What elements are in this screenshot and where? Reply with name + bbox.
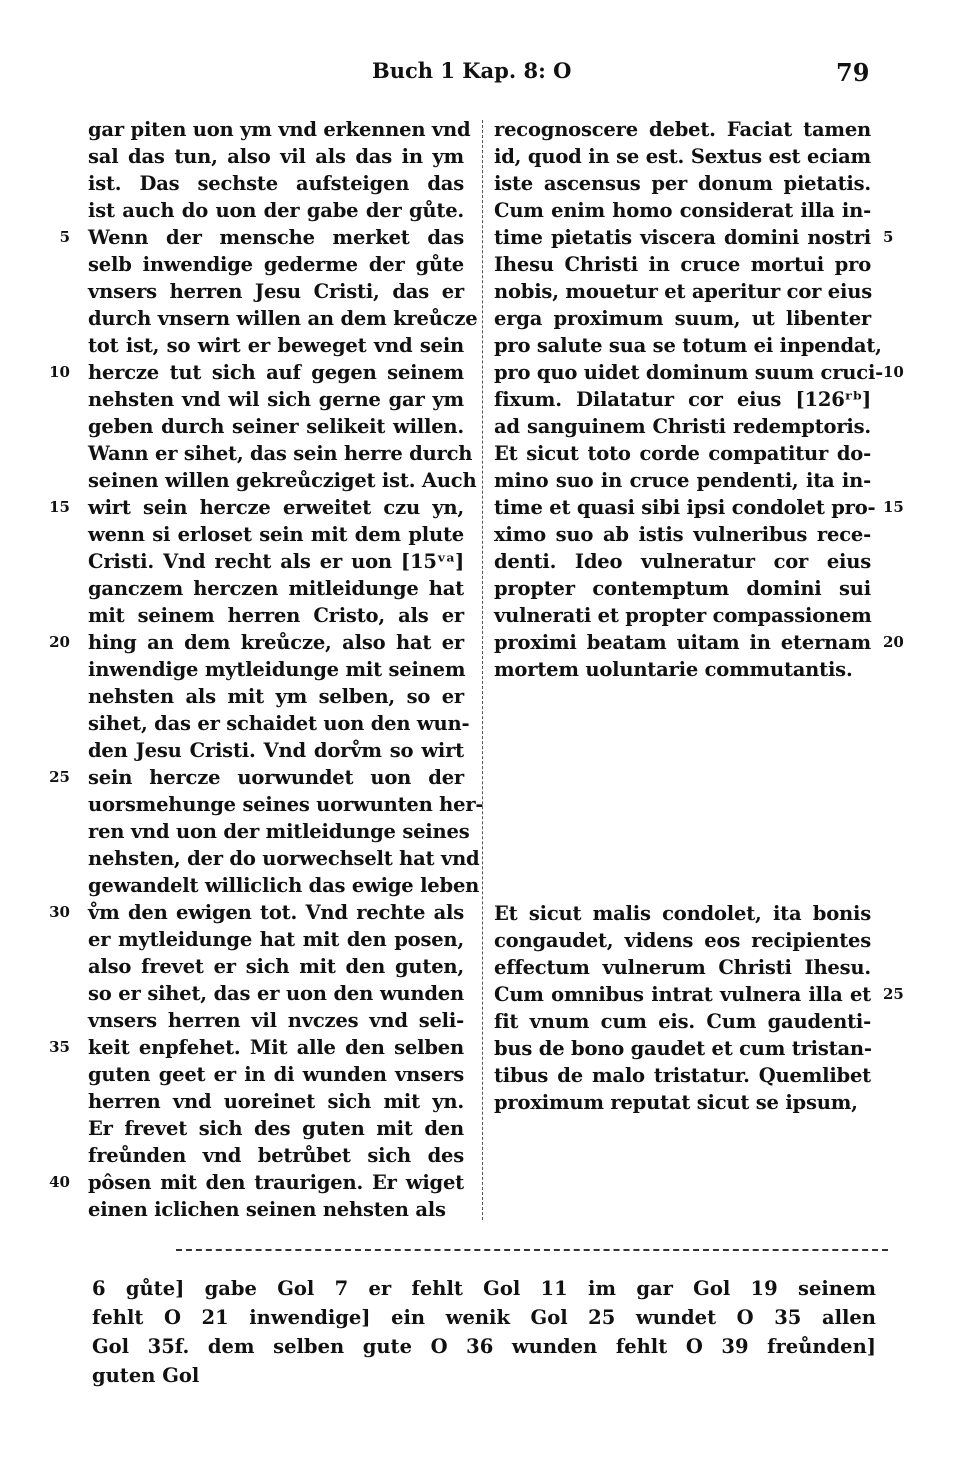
latin-text-line: propter contemptum domini sui — [494, 577, 871, 600]
latin-text-line: denti. Ideo vulneratur cor eius — [494, 550, 871, 573]
mhg-text-line: gewandelt williclich das ewige leben — [88, 874, 480, 897]
mhg-text-line: herren vnd uoreinet sich mit yn. — [88, 1090, 464, 1113]
latin-text-line: pro salute sua se totum ei inpendat, — [494, 334, 882, 357]
line-number: 5 — [59, 228, 70, 246]
latin-text-line: Et sicut toto corde compatitur do- — [494, 442, 871, 465]
latin-text-line: fit vnum cum eis. Cum gaudenti- — [494, 1010, 871, 1033]
mhg-text-line: ganczem herczen mitleidunge hat — [88, 577, 464, 600]
mhg-text-line: v̊m den ewigen tot. Vnd rechte als — [88, 901, 464, 924]
latin-text-line: effectum vulnerum Christi Ihesu. — [494, 956, 871, 979]
latin-text-line: vulnerati et propter compassionem — [494, 604, 872, 627]
latin-text-line: iste ascensus per donum pietatis. — [494, 172, 871, 195]
middle-high-german-column — [88, 116, 484, 1223]
latin-text-line: erga proximum suum, ut libenter — [494, 307, 871, 330]
line-number: 25 — [883, 985, 904, 1003]
mhg-text-line: so er sihet, das er uon den wunden — [88, 982, 464, 1005]
mhg-text-line: hercze tut sich auf gegen seinem — [88, 361, 464, 384]
latin-text-line: ad sanguinem Christi redemptoris. — [494, 415, 871, 438]
mhg-text-line: ren vnd uon der mitleidunge seines — [88, 820, 470, 843]
line-number: 30 — [49, 903, 70, 921]
latin-text-line: mino suo in cruce pendenti, ita in- — [494, 469, 871, 492]
apparatus-separator — [176, 1249, 888, 1251]
latin-text-line: Cum enim homo considerat illa in- — [494, 199, 871, 222]
latin-text-line: proximi beatam uitam in eternam — [494, 631, 871, 654]
mhg-text-line: inwendige mytleidunge mit seinem — [88, 658, 466, 681]
mhg-text-line: keit enpfehet. Mit alle den selben — [88, 1036, 464, 1059]
latin-text-line: Et sicut malis condolet, ita bonis — [494, 902, 871, 925]
mhg-text-line: geben durch seiner selikeit willen. — [88, 415, 464, 438]
mhg-text-line: ist auch do uon der gabe der gůte. — [88, 199, 464, 222]
mhg-text-line: seinen willen gekreůcziget ist. Auch — [88, 469, 477, 492]
latin-text-line: fixum. Dilatatur cor eius [126ʳᵇ] — [494, 388, 871, 411]
mhg-text-line: freůnden vnd betrůbet sich des — [88, 1144, 464, 1167]
critical-apparatus — [92, 1274, 876, 1390]
mhg-text-line: uorsmehunge seines uorwunten her- — [88, 793, 484, 816]
apparatus-line: guten Gol — [92, 1364, 200, 1387]
running-head-title: Buch 1 Kap. 8: O — [372, 58, 572, 83]
latin-text-line: id, quod in se est. Sextus est eciam — [494, 145, 871, 168]
mhg-text-line: einen iclichen seinen nehsten als — [88, 1198, 446, 1221]
mhg-text-line: Cristi. Vnd recht als er uon [15ᵛᵃ] — [88, 550, 464, 573]
mhg-text-line: ist. Das sechste aufsteigen das — [88, 172, 464, 195]
latin-text-line: tibus de malo tristatur. Quemlibet — [494, 1064, 871, 1087]
apparatus-line: 6 gůte] gabe Gol 7 er fehlt Gol 11 im gar Gol 19 seinem — [92, 1277, 876, 1300]
mhg-text-line: vnsers herren vil nvczes vnd seli- — [88, 1009, 464, 1032]
latin-text-line: pro quo uidet dominum suum cruci- — [494, 361, 884, 384]
mhg-text-line: Er frevet sich des guten mit den — [88, 1117, 464, 1140]
line-number: 15 — [49, 498, 70, 516]
mhg-text-line: gar piten uon ym vnd erkennen vnd — [88, 118, 471, 141]
latin-column-top — [494, 116, 884, 683]
apparatus-line: fehlt O 21 inwendige] ein wenik Gol 25 wundet O 35 allen — [92, 1306, 876, 1329]
latin-text-line: Ihesu Christi in cruce mortui pro — [494, 253, 871, 276]
mhg-text-line: pôsen mit den traurigen. Er wiget — [88, 1171, 464, 1194]
line-number: 40 — [49, 1173, 70, 1191]
latin-text-line: proximum reputat sicut se ipsum, — [494, 1091, 858, 1114]
latin-text-line: recognoscere debet. Faciat tamen — [494, 118, 871, 141]
mhg-text-line: wenn si erloset sein mit dem plute — [88, 523, 464, 546]
apparatus-line: Gol 35f. dem selben gute O 36 wunden fehlt O 39 freůnden] — [92, 1335, 876, 1358]
mhg-text-line: durch vnsern willen an dem kreůcze — [88, 307, 478, 330]
mhg-text-line: nehsten, der do uorwechselt hat vnd — [88, 847, 480, 870]
line-number: 20 — [883, 633, 904, 651]
latin-text-line: congaudet, videns eos recipientes — [494, 929, 871, 952]
mhg-text-line: also frevet er sich mit den guten, — [88, 955, 464, 978]
line-number: 20 — [49, 633, 70, 651]
mhg-text-line: den Jesu Cristi. Vnd dorv̊m so wirt — [88, 739, 464, 762]
mhg-text-line: wirt sein hercze erweitet czu yn, — [88, 496, 464, 519]
mhg-text-line: sein hercze uorwundet uon der — [88, 766, 464, 789]
latin-column-bottom — [494, 900, 871, 1116]
mhg-text-line: tot ist, so wirt er beweget vnd sein — [88, 334, 464, 357]
mhg-text-line: Wann er sihet, das sein herre durch — [88, 442, 473, 465]
latin-text-line: nobis, mouetur et aperitur cor eius — [494, 280, 872, 303]
mhg-text-line: sal das tun, also vil als das in ym — [88, 145, 464, 168]
latin-text-line: bus de bono gaudet et cum tristan- — [494, 1037, 872, 1060]
latin-text-line: mortem uoluntarie commutantis. — [494, 658, 853, 681]
mhg-text-line: vnsers herren Jesu Cristi, das er — [88, 280, 464, 303]
mhg-text-line: mit seinem herren Cristo, als er — [88, 604, 464, 627]
running-header — [0, 58, 960, 94]
latin-text-line: time pietatis viscera domini nostri — [494, 226, 871, 249]
column-divider — [482, 120, 483, 1220]
latin-text-line: Cum omnibus intrat vulnera illa et — [494, 983, 871, 1006]
mhg-text-line: nehsten vnd wil sich gerne gar ym — [88, 388, 464, 411]
line-number: 10 — [883, 363, 904, 381]
page-number: 79 — [836, 58, 870, 87]
line-number: 5 — [883, 228, 894, 246]
latin-text-line: time et quasi sibi ipsi condolet pro- — [494, 496, 876, 519]
line-number: 10 — [49, 363, 70, 381]
line-number: 15 — [883, 498, 904, 516]
mhg-text-line: guten geet er in di wunden vnsers — [88, 1063, 464, 1086]
line-number: 35 — [49, 1038, 70, 1056]
mhg-text-line: sihet, das er schaidet uon den wun- — [88, 712, 470, 735]
latin-text-line: ximo suo ab istis vulneribus rece- — [494, 523, 871, 546]
mhg-text-line: Wenn der mensche merket das — [88, 226, 464, 249]
mhg-text-line: nehsten als mit ym selben, so er — [88, 685, 464, 708]
mhg-text-line: hing an dem kreůcze, also hat er — [88, 631, 464, 654]
mhg-text-line: selb inwendige gederme der gůte — [88, 253, 464, 276]
line-number: 25 — [49, 768, 70, 786]
mhg-text-line: er mytleidunge hat mit den posen, — [88, 928, 464, 951]
